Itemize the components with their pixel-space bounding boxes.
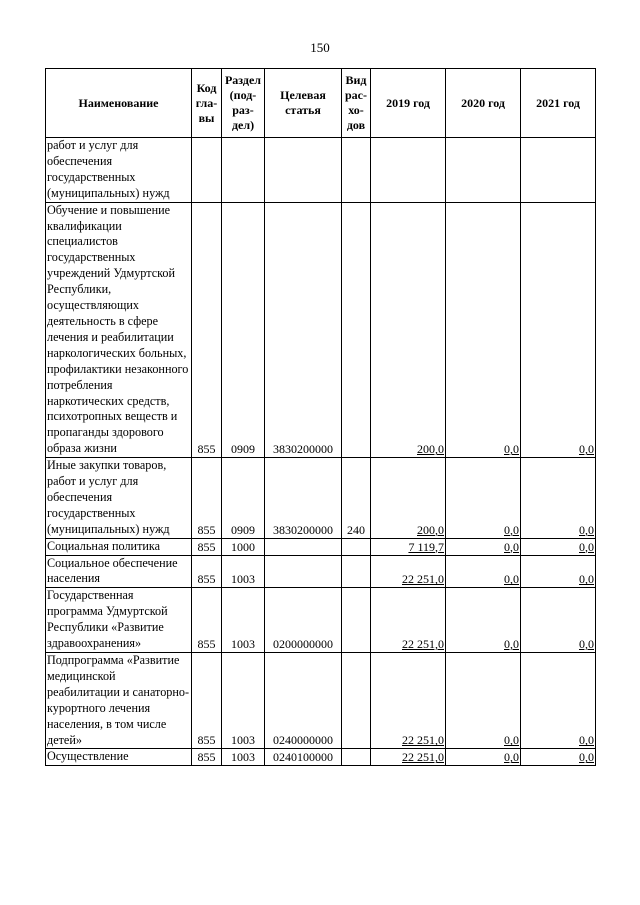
- row-code: 855: [192, 555, 222, 588]
- table-row: [46, 138, 596, 203]
- row-2021: 0,0: [521, 653, 596, 749]
- row-2019: 7 119,7: [371, 538, 446, 555]
- row-type: [342, 202, 371, 458]
- header-2019: 2019 год: [371, 69, 446, 138]
- row-2021: 0,0: [521, 749, 596, 766]
- row-type: [342, 653, 371, 749]
- row-name: работ и услуг для обеспечения государственных (муниципальных) нужд: [46, 138, 192, 203]
- table-header-row: [46, 69, 596, 138]
- row-2020: 0,0: [446, 555, 521, 588]
- row-code: 855: [192, 202, 222, 458]
- row-section: 1003: [222, 653, 265, 749]
- row-name: Осуществление: [46, 749, 192, 766]
- row-section: 0909: [222, 202, 265, 458]
- row-2020: 0,0: [446, 749, 521, 766]
- table-row: [46, 202, 596, 458]
- table-row: [46, 653, 596, 749]
- table-row: [46, 588, 596, 653]
- row-2021: [521, 138, 596, 203]
- row-section: 0909: [222, 458, 265, 539]
- row-article: [265, 138, 342, 203]
- row-2019: 22 251,0: [371, 749, 446, 766]
- row-type: [342, 538, 371, 555]
- row-section: 1003: [222, 588, 265, 653]
- page-number: 150: [310, 40, 330, 55]
- header-article: Целевая статья: [265, 69, 342, 138]
- row-code: [192, 138, 222, 203]
- row-name: Социальная политика: [46, 538, 192, 555]
- row-section: [222, 138, 265, 203]
- row-article: 0200000000: [265, 588, 342, 653]
- row-name: Иные закупки товаров, работ и услуг для обеспечения государственных (муниципальных) нужд: [46, 458, 192, 539]
- row-section: 1003: [222, 749, 265, 766]
- row-name: Обучение и повышение квалификации специалистов государственных учреждений Удмуртской Республики, осуществляющих деятельность в сфере лечения и реабилитации наркологических больных, профилактики незаконного потребления наркотических средств, психотропных веществ и пропаганды здорового образа жизни: [46, 202, 192, 458]
- row-2020: 0,0: [446, 588, 521, 653]
- table-row: [46, 555, 596, 588]
- row-article: 0240000000: [265, 653, 342, 749]
- header-name: Наименование: [46, 69, 192, 138]
- table-row: [46, 458, 596, 539]
- row-type: [342, 588, 371, 653]
- row-2020: 0,0: [446, 653, 521, 749]
- row-type: [342, 555, 371, 588]
- row-2021: 0,0: [521, 588, 596, 653]
- row-article: [265, 555, 342, 588]
- row-code: 855: [192, 653, 222, 749]
- row-code: 855: [192, 538, 222, 555]
- row-2019: 22 251,0: [371, 653, 446, 749]
- row-2020: [446, 138, 521, 203]
- row-type: [342, 138, 371, 203]
- table-row: [46, 538, 596, 555]
- row-name: Подпрограмма «Развитие медицинской реабилитации и санаторно-курортного лечения населения, в том числе детей»: [46, 653, 192, 749]
- header-section: Раздел (под-раз-дел): [222, 69, 265, 138]
- row-2019: [371, 138, 446, 203]
- row-article: 3830200000: [265, 202, 342, 458]
- row-article: [265, 538, 342, 555]
- row-code: 855: [192, 749, 222, 766]
- row-2020: 0,0: [446, 202, 521, 458]
- row-2019: 22 251,0: [371, 588, 446, 653]
- row-2020: 0,0: [446, 458, 521, 539]
- budget-table: [45, 68, 596, 766]
- row-section: 1003: [222, 555, 265, 588]
- header-code: Код гла-вы: [192, 69, 222, 138]
- row-type: 240: [342, 458, 371, 539]
- row-section: 1000: [222, 538, 265, 555]
- row-2020: 0,0: [446, 538, 521, 555]
- header-type: Вид рас-хо-дов: [342, 69, 371, 138]
- row-type: [342, 749, 371, 766]
- row-article: 3830200000: [265, 458, 342, 539]
- row-2021: 0,0: [521, 555, 596, 588]
- row-article: 0240100000: [265, 749, 342, 766]
- row-2021: 0,0: [521, 538, 596, 555]
- header-2021: 2021 год: [521, 69, 596, 138]
- row-2019: 200,0: [371, 458, 446, 539]
- row-name: Государственная программа Удмуртской Республики «Развитие здравоохранения»: [46, 588, 192, 653]
- row-code: 855: [192, 588, 222, 653]
- header-2020: 2020 год: [446, 69, 521, 138]
- row-code: 855: [192, 458, 222, 539]
- row-2021: 0,0: [521, 202, 596, 458]
- row-2019: 22 251,0: [371, 555, 446, 588]
- table-row: [46, 749, 596, 766]
- row-name: Социальное обеспечение населения: [46, 555, 192, 588]
- row-2021: 0,0: [521, 458, 596, 539]
- row-2019: 200,0: [371, 202, 446, 458]
